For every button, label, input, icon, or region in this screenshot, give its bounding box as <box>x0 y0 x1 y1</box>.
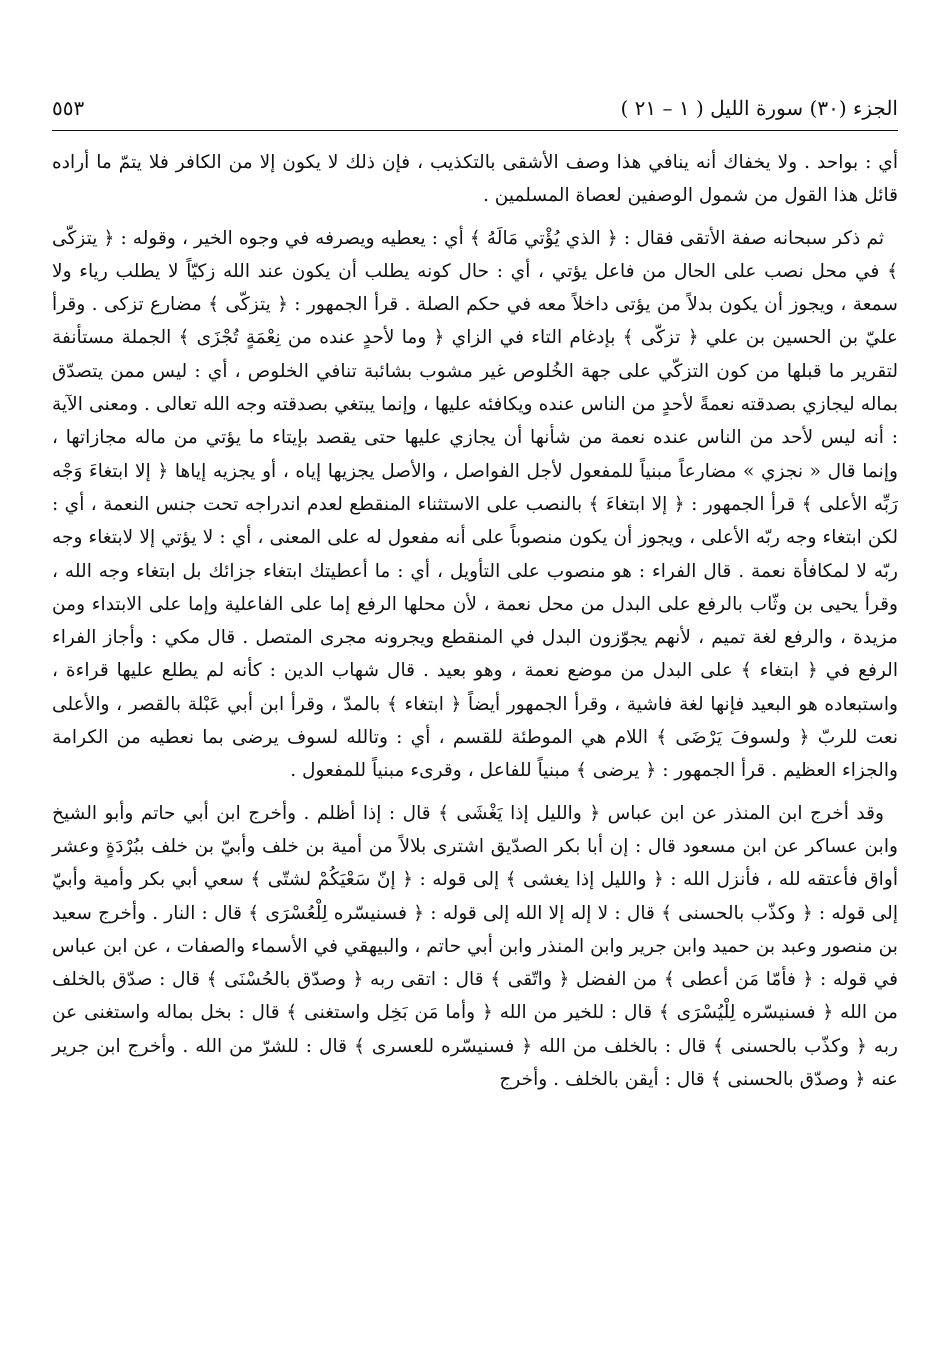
running-header <box>52 94 898 131</box>
paragraph-3: وقد أخرج ابن المنذر عن ابن عباس ﴿ والليل إذا يَغْشَى ﴾ قال : إذا أظلم . وأخرج ابن أبي حاتم وأبو الشيخ وابن عساكر عن ابن مسعود قال : إن أبا بكر الصدّيق اشترى بلالاً من أمية بن خلف وأبيّ بن خلف ببُرْدَةٍ وعشر أواق فأعتقه لله ، فأنزل الله : ﴿ والليل إذا يغشى ﴾ إلى قوله : ﴿ إنّ سَعْيَكُمْ لشتّى ﴾ سعي أبي بكر وأمية وأبيّ إلى قوله : ﴿ وكذّب بالحسنى ﴾ قال : لا إله إلا الله إلى قوله : ﴿ فسنيسّره لِلْعُسْرَى ﴾ قال : النار . وأخرج سعيد بن منصور وعبد بن حميد وابن جرير وابن المنذر وابن أبي حاتم ، والبيهقي في الأسماء والصفات ، عن ابن عباس في قوله : ﴿ فأمّا مَن أعطى ﴾ من الفضل ﴿ واتّقى ﴾ قال : اتقى ربه ﴿ وصدّق بالحُسْنَى ﴾ قال : صدّق بالخلف من الله ﴿ فسنيسّره لِلْيُسْرَى ﴾ قال : للخير من الله ﴿ وأما مَن بَخِل واستغنى ﴾ قال : بخل بماله واستغنى عن ربه ﴿ وكذّب بالحسنى ﴾ قال : بالخلف من الله ﴿ فسنيسّره للعسرى ﴾ قال : للشرّ من الله . وأخرج ابن جرير عنه ﴿ وصدّق بالحسنى ﴾ قال : أيقن بالخلف . وأخرج <box>52 802 898 1091</box>
paragraph-2: ثم ذكر سبحانه صفة الأتقى فقال : ﴿ الذي يُؤْتي مَالَهُ ﴾ أي : يعطيه ويصرفه في وجوه الخير ، وقوله : ﴿ يتزكّى ﴾ في محل نصب على الحال من فاعل يؤتي ، أي : حال كونه يطلب أن يكون عند الله زكيّاً لا يطلب رياء ولا سمعة ، ويجوز أن يكون بدلاً من يؤتى داخلاً معه في حكم الصلة . قرأ الجمهور : ﴿ يتزكّى ﴾ مضارع تزكى . وقرأ عليّ بن الحسين بن علي ﴿ تزكّى ﴾ بإدغام التاء في الزاي ﴿ وما لأحدٍ عنده من نِعْمَةٍ تُجْزَى ﴾ الجملة مستأنفة لتقرير ما قبلها من كون التزكّي على جهة الخُلوص غير مشوب بشائبة تنافي الخلوص ، أي : ليس ممن يتصدّق بماله ليجازي بصدقته نعمةً لأحدٍ من الناس عنده ويكافئه عليها ، وإنما يبتغي بصدقته وجه الله تعالى . ومعنى الآية : أنه ليس لأحد من الناس عنده نعمة من شأنها أن يجازي عليها حتى يقصد بإيتاء ما يؤتي من ماله مجازاتها ، وإنما قال « نجزي » مضارعاً مبنياً للمفعول لأجل الفواصل ، والأصل يجزيها إياه ، أو يجزيه إياها ﴿ إلا ابتغاءَ وَجْه رَبِّه الأعلى ﴾ قرأ الجمهور : ﴿ إلا ابتغاءَ ﴾ بالنصب على الاستثناء المنقطع لعدم اندراجه تحت جنس النعمة ، أي : لكن ابتغاء وجه ربّه الأعلى ، ويجوز أن يكون منصوباً على أنه مفعول له على المعنى ، أي : لا يؤتي إلا لابتغاء وجه ربّه لا لمكافأة نعمة . قال الفراء : هو منصوب على التأويل ، أي : ما أعطيتك ابتغاء جزائك بل ابتغاء وجه الله ، وقرأ يحيى بن وثّاب بالرفع على البدل من محل نعمة ، لأن محلها الرفع إما على الفاعلية وإما على الابتداء ومن مزيدة ، والرفع لغة تميم ، لأنهم يجوّزون البدل في المنقطع ويجرونه مجرى المتصل . قال مكي : وأجاز الفراء الرفع في ﴿ ابتغاء ﴾ على البدل من موضع نعمة ، وهو بعيد . قال شهاب الدين : كأنه لم يطلع عليها قراءة ، واستبعاده هو البعيد فإنها لغة فاشية ، وقرأ الجمهور أيضاً ﴿ ابتغاء ﴾ بالمدّ ، وقرأ ابن أبي عَبْلة بالقصر ، والأعلى نعت للربّ ﴿ ولسوفَ يَرْضَى ﴾ اللام هي الموطئة للقسم ، أي : وتالله لسوف يرضى بما نعطيه من الكرامة والجزاء العظيم . قرأ الجمهور : ﴿ يرضى ﴾ مبنياً للفاعل ، وقرىء مبنياً للمفعول . <box>52 227 898 782</box>
paragraph-1: أي : بواحد . ولا يخفاك أنه ينافي هذا وصف الأشقى بالتكذيب ، فإن ذلك لا يكون إلا من الكافر فلا يتمّ ما أراده قائل هذا القول من شمول الوصفين لعصاة المسلمين . <box>52 152 898 207</box>
page-number: ٥٥٣ <box>52 96 85 120</box>
header-title: الجزء (٣٠) سورة الليل ( ١ – ٢١ ) <box>620 96 898 120</box>
page-body <box>52 146 898 1096</box>
